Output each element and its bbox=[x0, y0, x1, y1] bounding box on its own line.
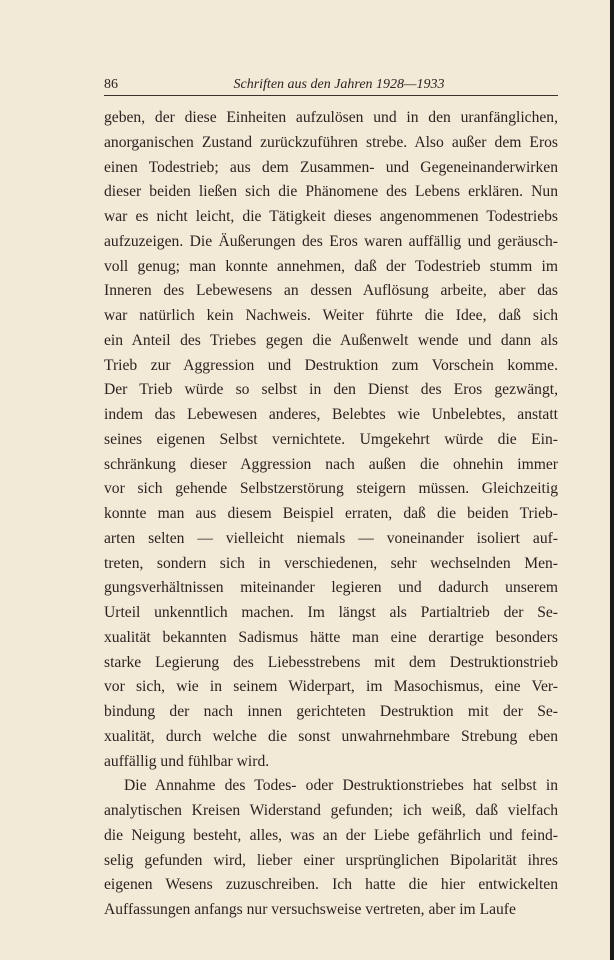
text-line: aufzuzeigen. Die Äußerungen des Eros waren auffällig und geräusch- bbox=[104, 232, 558, 250]
running-header bbox=[104, 75, 558, 97]
text-line: Inneren des Lebewesens an dessen Auflösung arbeite, aber das bbox=[104, 282, 558, 300]
text-line: einen Todestrieb; aus dem Zusammen- und Gegeneinanderwirken bbox=[104, 158, 558, 176]
text-line: voll genug; man konnte annehmen, daß der Todestrieb stumm im bbox=[104, 257, 558, 275]
text-line: seines eigenen Selbst vernichtete. Umgekehrt würde die Ein- bbox=[104, 430, 558, 448]
text-line: Der Trieb würde so selbst in den Dienst des Eros gezwängt, bbox=[104, 381, 558, 399]
text-line: vor sich, wie in seinem Widerpart, im Masochismus, eine Ver- bbox=[104, 678, 558, 696]
text-line: selig gefunden wird, lieber einer ursprünglichen Bipolarität ihres bbox=[104, 851, 558, 869]
text-line: xualität, durch welche die sonst unwahrnehmbare Strebung eben bbox=[104, 727, 558, 745]
text-line: indem das Lebewesen anderes, Belebtes wie Unbelebtes, anstatt bbox=[104, 406, 558, 423]
text-line: xualität bekannten Sadismus hätte man eine derartige besonders bbox=[104, 628, 558, 646]
text-line: war es nicht leicht, die Tätigkeit dieses angenommenen Todestriebs bbox=[104, 208, 558, 225]
text-line: arten selten — vielleicht niemals — voneinander isoliert auf- bbox=[104, 529, 558, 547]
body-text bbox=[104, 106, 558, 923]
text-line: Trieb zur Aggression und Destruktion zum Vorschein komme. bbox=[104, 356, 558, 374]
text-line: war natürlich kein Nachweis. Weiter führte die Idee, daß sich bbox=[104, 307, 558, 324]
paragraph bbox=[104, 774, 558, 923]
text-line: ein Anteil des Triebes gegen die Außenwelt wende und dann als bbox=[104, 331, 558, 349]
header-rule bbox=[104, 95, 558, 96]
text-line: gungsverhältnissen miteinander legieren und dadurch unserem bbox=[104, 579, 558, 597]
text-line: vor sich gehende Selbstzerstörung steigern müssen. Gleichzeitig bbox=[104, 480, 558, 498]
text-line: anorganischen Zustand zurückzuführen strebe. Also außer dem Eros bbox=[104, 133, 558, 151]
text-line: die Neigung besteht, alles, was an der Liebe gefährlich und feind- bbox=[104, 826, 558, 844]
text-line: eigenen Wesens zuzuschreiben. Ich hatte die hier entwickelten bbox=[104, 876, 558, 894]
text-line: Auffassungen anfangs nur versuchsweise vertreten, aber im Laufe bbox=[104, 901, 516, 918]
text-line: Die Annahme des Todes- oder Destruktionstriebes hat selbst in bbox=[124, 777, 558, 795]
paragraph bbox=[104, 106, 558, 774]
text-line: geben, der diese Einheiten aufzulösen und in den uranfänglichen, bbox=[104, 109, 558, 126]
text-line: treten, sondern sich in verschiedenen, sehr wechselnden Men- bbox=[104, 554, 558, 572]
text-line: schränkung dieser Aggression nach außen die ohnehin immer bbox=[104, 455, 558, 473]
page-edge bbox=[610, 0, 614, 960]
page-number: 86 bbox=[104, 77, 118, 92]
running-title: Schriften aus den Jahren 1928—1933 bbox=[233, 77, 445, 92]
text-line: Urteil unkenntlich machen. Im längst als Partialtrieb der Se- bbox=[104, 604, 558, 621]
text-line: starke Legierung des Liebesstrebens mit dem Destruktionstrieb bbox=[104, 653, 558, 671]
text-line: analytischen Kreisen Widerstand gefunden; ich weiß, daß vielfach bbox=[104, 802, 558, 819]
text-line: konnte man aus diesem Beispiel erraten, daß die beiden Trieb- bbox=[104, 505, 558, 522]
text-line: dieser beiden ließen sich die Phänomene des Lebens erklären. Nun bbox=[104, 183, 558, 201]
text-line: bindung der nach innen gerichteten Destruktion mit der Se- bbox=[104, 703, 558, 720]
text-line: auffällig und fühlbar wird. bbox=[104, 752, 270, 770]
